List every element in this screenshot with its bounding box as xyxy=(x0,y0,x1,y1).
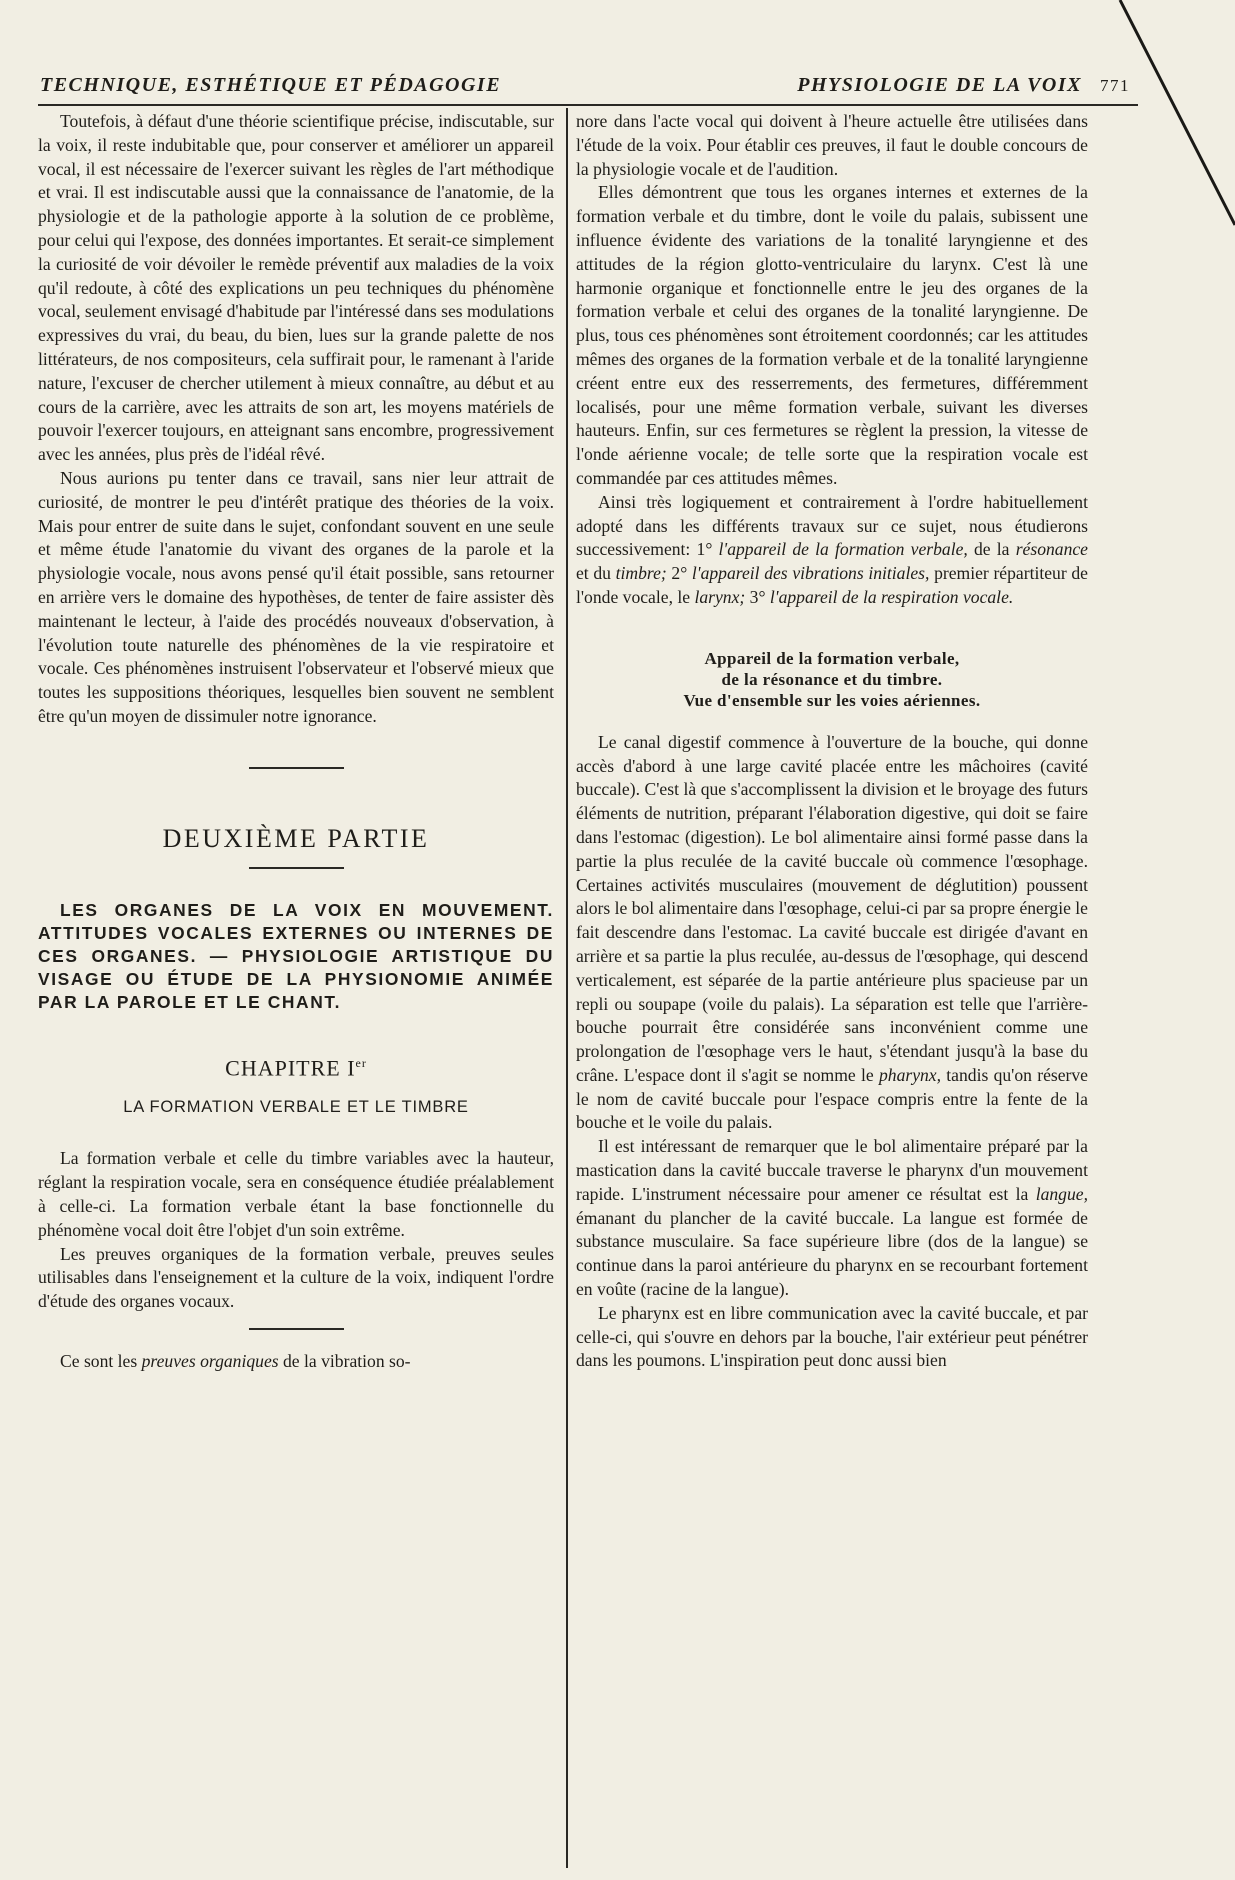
part-title: DEUXIÈME PARTIE xyxy=(162,823,430,853)
section-heading-line: Vue d'ensemble sur les voies aériennes. xyxy=(683,690,981,710)
separator-rule xyxy=(249,867,344,869)
text-run: Il est intéressant de remarquer que le bol alimentaire préparé par la mastication dans la cavité buccale traverse le pharynx d'un mouvement rapide. L'instrument nécessaire pour amener ce résultat est la xyxy=(576,1136,1088,1204)
text-run: Le canal digestif commence à l'ouverture de la bouche, qui donne accès d'abord à une large cavité placée entre les mâchoires (cavité buccale). C'est là que s'accomplissent la division et le broyage des futurs éléments de nutrition, préparant l'élaboration digestive, qui doit se faire dans l'estomac (digestion). Le bol alimentaire ainsi formé passe dans la partie la plus reculée de la cavité buccale où commence l'œsophage. Certaines activités musculaires (mouvement de déglutition) poussent alors le bol alimentaire dans l'œsophage, celui-ci par sa propre énergie le fait descendre dans l'estomac. La cavité buccale est dirigée d'avant en arrière et sa partie la plus reculée, au-dessus de l'œsophage, qui descend verticalement, est séparée de la partie antérieure plus spacieuse par un repli ou soupape (voile du palais). La séparation est telle que l'arrière-bouche pourrait être considérée sans inconvénient comme une prolongation de l'œsophage vers le haut, s'étendant jusqu'à la base du crâne. L'espace dont il s'agit se nomme le xyxy=(576,731,1088,1085)
text-run: 3° xyxy=(745,586,770,607)
separator-rule xyxy=(249,767,344,769)
paragraph: La formation verbale et celle du timbre variables avec la hauteur, réglant la respiration vocale, sera en conséquence étudiée préalablement à celle-ci. La formation verbale étant la base fonctionnelle du phénomène vocal doit être l'objet d'un soin extrême. xyxy=(38,1148,554,1240)
italic-run: larynx; xyxy=(694,586,746,607)
text-run: de la xyxy=(967,539,1016,560)
page-fold-mark xyxy=(1115,0,1235,240)
running-header xyxy=(40,74,1130,104)
part-subtitle: LES ORGANES DE LA VOIX EN MOUVEMENT. ATTITUDES VOCALES EXTERNES OU INTERNES DE CES ORGANES. — PHYSIOLOGIE ARTISTIQUE DU VISAGE OU ÉTUDE DE LA PHYSIONOMIE ANIMÉE PAR LA PAROLE ET LE CHANT. xyxy=(38,899,554,1012)
header-left: TECHNIQUE, ESTHÉTIQUE ET PÉDAGOGIE xyxy=(40,74,502,96)
chapter-title-sup: er xyxy=(355,1055,367,1070)
right-column xyxy=(576,110,1088,1373)
text-run: Ainsi très logiquement et contrairement à l'ordre habituellement adopté dans les différents travaux sur ce sujet, nous étudierons successivement: 1° xyxy=(576,491,1088,560)
text-run: et du xyxy=(576,563,616,584)
column-divider xyxy=(566,108,568,1868)
header-right-title: PHYSIOLOGIE DE LA VOIX xyxy=(797,74,1082,96)
chapter-title-text: CHAPITRE I xyxy=(225,1054,356,1080)
italic-run: timbre; xyxy=(615,563,667,584)
italic-run: pharynx, xyxy=(878,1064,942,1085)
separator-rule xyxy=(249,1328,344,1330)
text-run: émanant du plancher de la cavité buccale. La langue est formée de substance musculaire. Sa face supérieure libre (dos de la langue) se continue dans la paroi antérieure du pharynx en se recourbant fortement en voûte (racine de la langue). xyxy=(576,1207,1088,1300)
text-run: tandis qu'on réserve le nom de cavité buccale pour l'espace compris entre la fente de la bouche et le voile du palais. xyxy=(576,1064,1088,1133)
section-heading-line: de la résonance et du timbre. xyxy=(721,669,943,689)
italic-run: l'appareil de la respiration vocale. xyxy=(769,586,1014,607)
paragraph: Elles démontrent que tous les organes internes et externes de la formation verbale et du timbre, dont le voile du palais, subissent une influence évidente des variations de la tonalité laryngienne et des attitudes de la région glotto-ventriculaire du larynx. C'est là une harmonie organique et fonctionnelle entre le jeu des organes de la formation verbale et celui des organes de la tonalité laryngienne. De plus, tous ces phénomènes sont étroitement coordonnés; car les attitudes mêmes des organes de la formation verbale et de la tonalité laryngienne créent entre eux des resserrements, des fermetures, différemment localisés, pour une même formation verbale, suivant les diverses hauteurs. Enfin, sur ces fermetures se règlent la pression, la vitesse de l'onde aérienne vocale; de telle sorte que la respiration vocale est commandée par ces attitudes mêmes. xyxy=(576,182,1088,488)
paragraph: Le pharynx est en libre communication avec la cavité buccale, et par celle-ci, qui s'ouvre en dehors par la bouche, l'air extérieur peut pénétrer dans les poumons. L'inspiration peut donc aussi bien xyxy=(576,1302,1088,1371)
chapter-title xyxy=(38,1052,554,1080)
header-right xyxy=(797,74,1130,97)
page-number: 771 xyxy=(1100,76,1130,95)
italic-run: langue, xyxy=(1035,1183,1088,1204)
left-column xyxy=(38,110,554,1374)
text-run: 2° xyxy=(666,563,692,584)
italic-run: l'appareil des vibrations initiales, xyxy=(691,563,930,584)
paragraph xyxy=(576,731,1088,1136)
header-rule xyxy=(38,104,1138,106)
paragraph: nore dans l'acte vocal qui doivent à l'heure actuelle être utilisées dans l'étude de la voix. Pour établir ces preuves, il faut le double concours de la physiologie vocale et de l'audition. xyxy=(576,111,1088,179)
italic-run: résonance xyxy=(1015,539,1088,560)
text-run: de la vibration so- xyxy=(278,1351,411,1372)
section-heading xyxy=(576,648,1088,711)
text-run: Ce sont les xyxy=(60,1351,142,1372)
paragraph xyxy=(576,491,1088,610)
paragraph: Les preuves organiques de la formation verbale, preuves seules utilisables dans l'enseignement et la culture de la voix, indiquent l'ordre d'étude des organes vocaux. xyxy=(38,1243,554,1312)
paragraph xyxy=(38,1350,554,1374)
italic-run: l'appareil de la formation verbale, xyxy=(718,539,968,560)
paragraph: Nous aurions pu tenter dans ce travail, sans nier leur attrait de curiosité, de montrer le peu d'intérêt pratique des théories de la voix. Mais pour entrer de suite dans le sujet, confondant souvent en une seule et même étude l'anatomie du vivant des organes de la parole et la physiologie vocale, nous avons pensé qu'il était possible, sans retourner en arrière vers le domaine des hypothèses, de tenter de faire assister dès maintenant le lecteur, à l'aide des procédés nouveaux d'observation, à l'évolution toute naturelle des phénomènes de la vie respiratoire et vocale. Ces phénomènes instruisent l'observateur et l'observé mieux que toutes les suppositions théoriques, lesquelles bien souvent ne semblent être qu'un moyen de dissimuler notre ignorance. xyxy=(38,467,554,726)
paragraph: Toutefois, à défaut d'une théorie scientifique précise, indiscutable, sur la voix, il reste indubitable que, pour conserver et améliorer un appareil vocal, il est nécessaire de l'exercer suivant les règles de l'art méthodique et vrai. Il est indiscutable aussi que la connaissance de l'anatomie, de la physiologie et de la pathologie apporte à la solution de ce problème, pour celui qui l'expose, des données importantes. Et serait-ce simplement la curiosité de voir dévoiler le remède préventif aux maladies de la voix qu'il redoute, à côté des explications un peu techniques du phénomène vocal, seulement envisagé d'habitude par l'intéressé dans ses modulations expressives du vrai, du beau, du bien, lues sur la grande palette de nos littérateurs, de nos compositeurs, cela suffirait pour, le ramenant à l'aride nature, l'excuser de chercher utilement à mieux connaître, au début et au cours de la carrière, avec les attraits de son art, les moyens matériels de pouvoir l'exercer toujours, en atteignant sans encombre, progressivement avec les années, plus près de l'idéal rêvé. xyxy=(38,111,554,465)
italic-run: preuves organiques xyxy=(141,1351,279,1372)
chapter-subtitle: LA FORMATION VERBALE ET LE TIMBRE xyxy=(123,1097,469,1116)
section-heading-line: Appareil de la formation verbale, xyxy=(704,648,960,668)
paragraph xyxy=(576,1135,1088,1302)
text-run: premier répartiteur de l'onde vocale, le xyxy=(576,563,1088,607)
